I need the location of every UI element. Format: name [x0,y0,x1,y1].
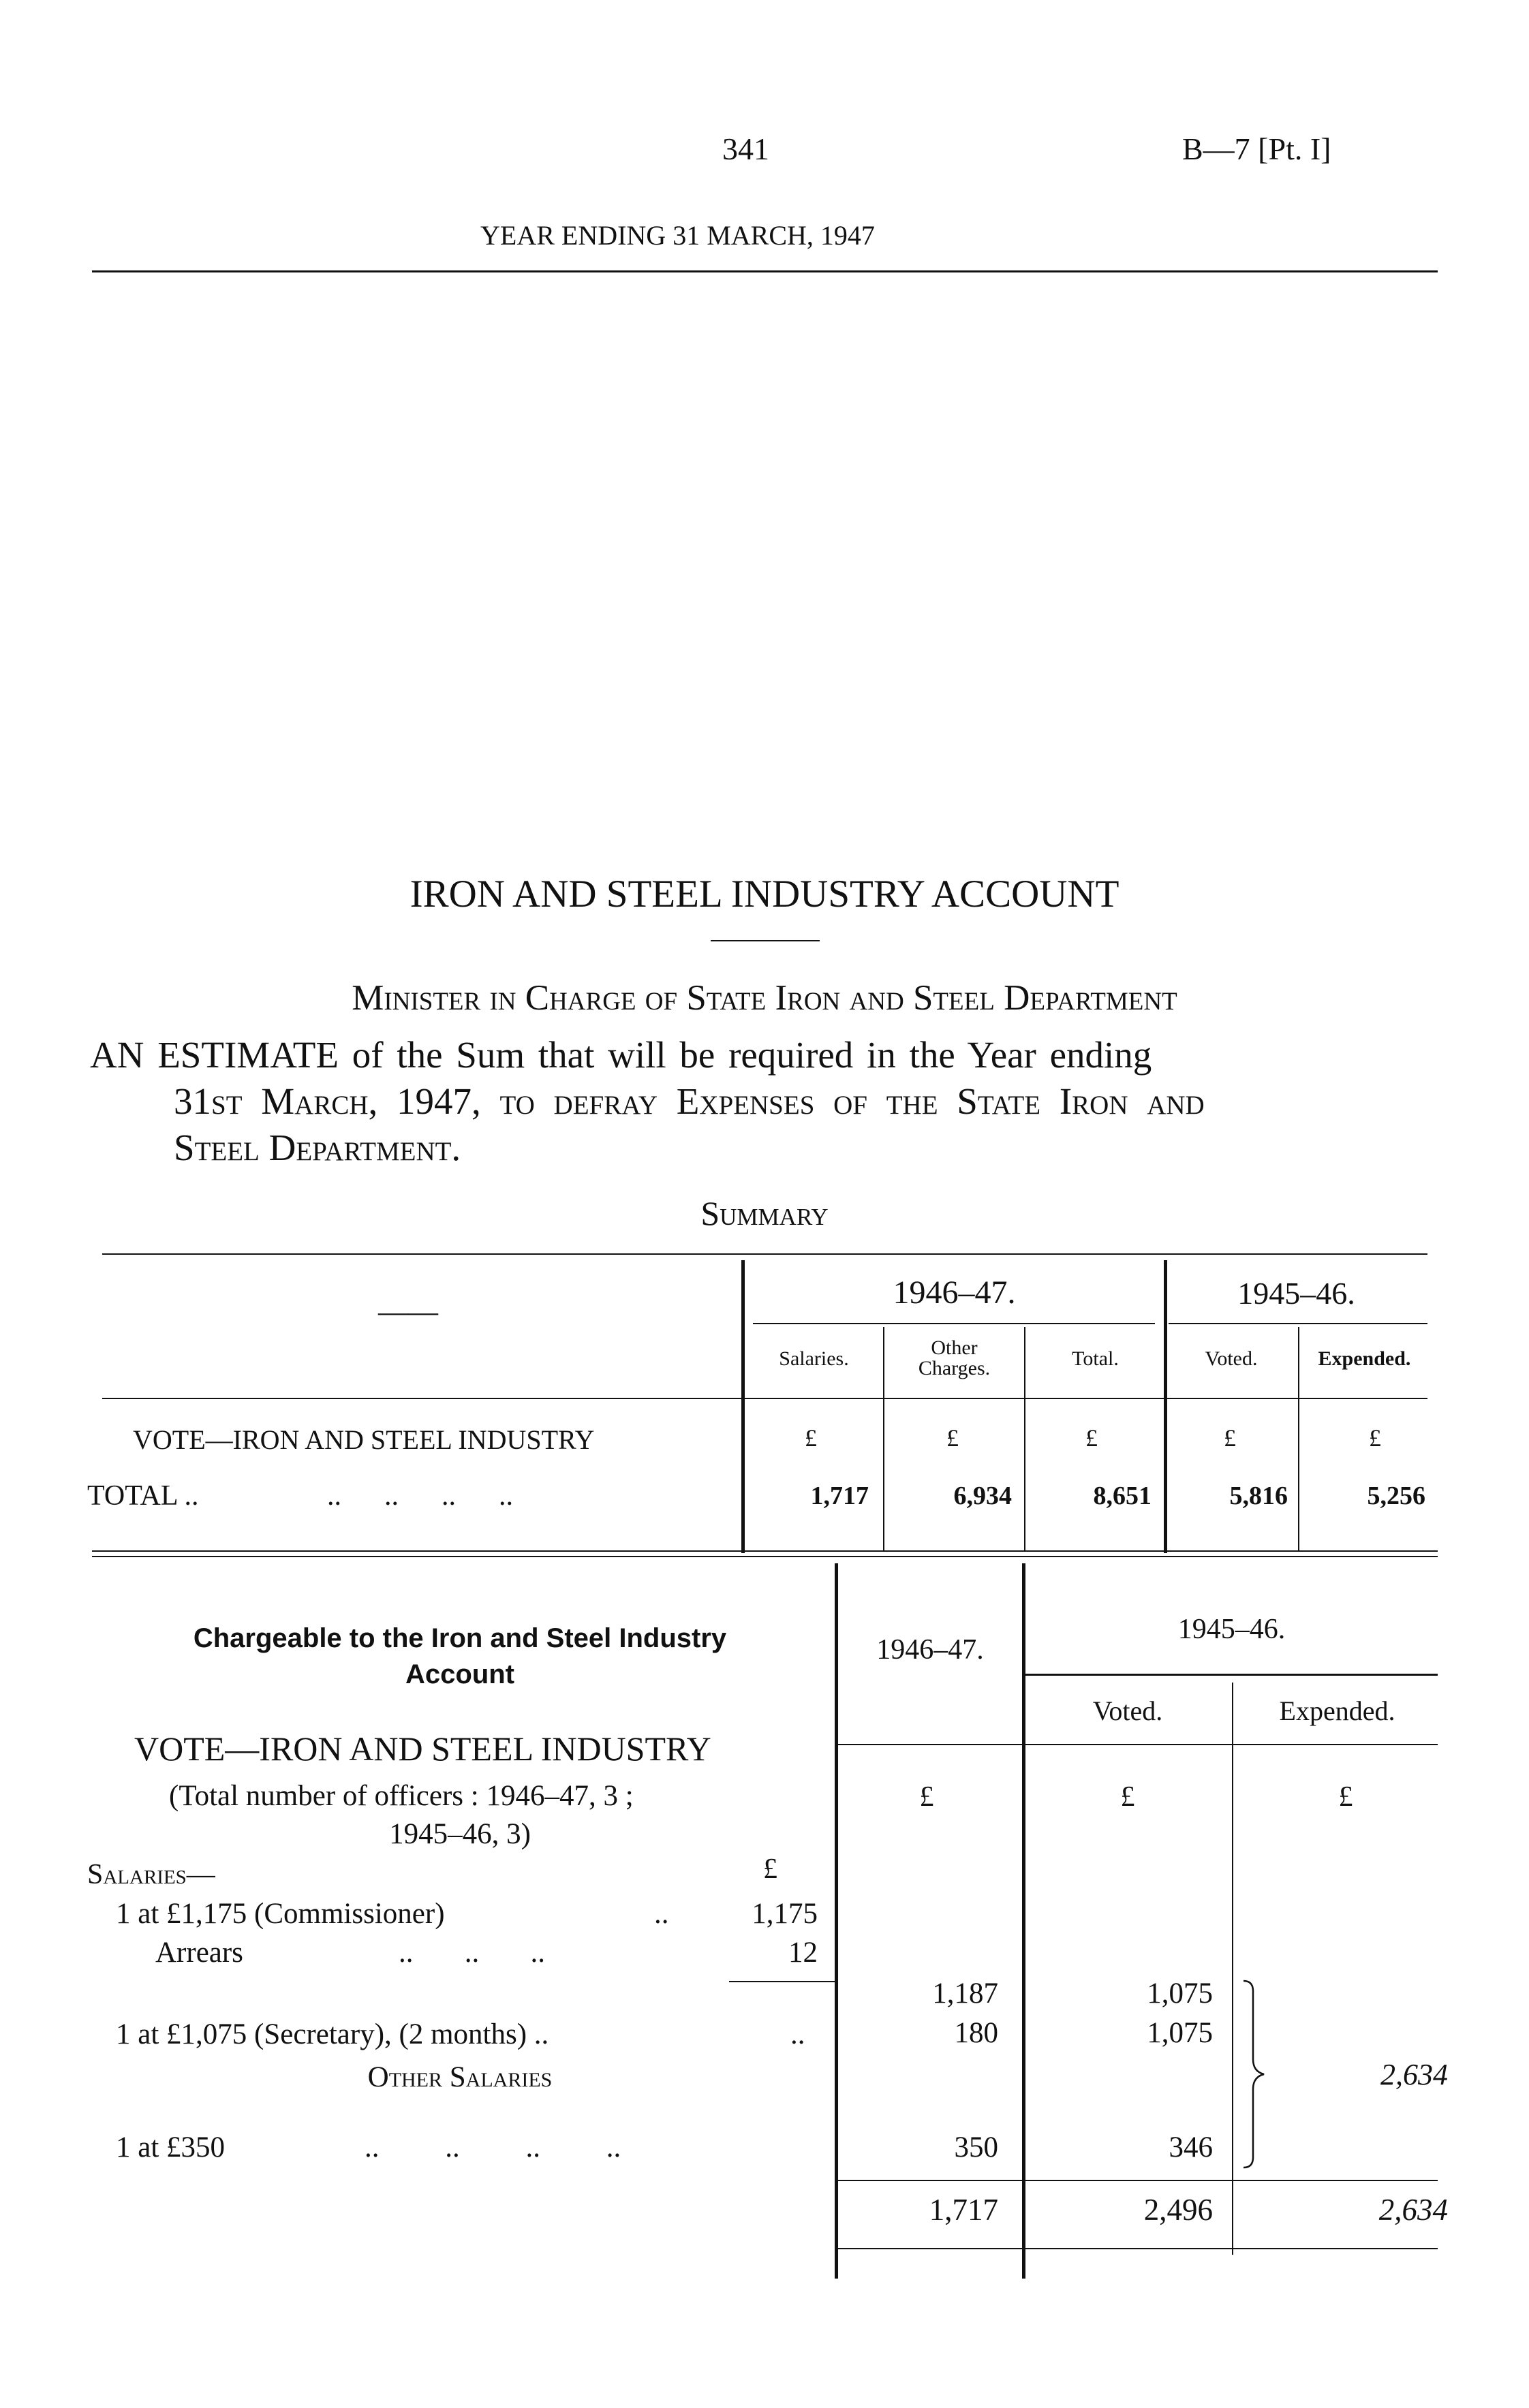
salaries-label: Salaries— [87,1859,215,1890]
other-salary-amount: 350 [954,2131,998,2163]
summary-total-dots: .. .. .. .. [327,1480,513,1512]
chargeable-heading-2: Account [405,1659,514,1689]
detail-year-prior: 1945–46. [1177,1614,1286,1645]
summary-currency-4: £ [1224,1424,1236,1452]
detail-vrule-2 [1022,1563,1025,2279]
arrears-label: Arrears [155,1937,243,1969]
summary-bottom-rule-2 [92,1556,1438,1557]
col-salaries-head: Salaries. [779,1347,849,1370]
arrears-dots: .. .. .. [399,1937,545,1969]
summary-bottom-rule-1 [92,1550,1438,1552]
commissioner-label: 1 at £1,175 (Commissioner) [116,1898,445,1930]
summary-year-rule-prior [1169,1323,1427,1324]
detail-vrule-3 [1232,1683,1233,2255]
page-number: 341 [722,131,769,166]
part-reference: B—7 [Pt. I] [1182,131,1331,166]
other-salary-dots: .. .. .. .. [365,2131,621,2163]
estimate-line-1: AN ESTIMATE of the Sum that will be required in the Year ending [90,1034,1152,1076]
detail-currency-voted: £ [1120,1781,1135,1813]
commissioner-amount: 1,175 [752,1898,818,1930]
commissioner-total: 1,187 [932,1977,998,2010]
grand-total-expended: 2,634 [1378,2193,1448,2227]
col-voted-head: Voted. [1205,1347,1258,1370]
grand-total-current: 1,717 [929,2193,998,2227]
summary-vrule-4 [1164,1260,1167,1553]
summary-total-expended: 5,256 [1367,1482,1425,1510]
commissioner-voted: 1,075 [1147,1977,1213,2010]
col-total-head: Total. [1072,1347,1119,1370]
grand-total-voted: 2,496 [1143,2193,1213,2227]
other-salaries-label: Other Salaries [367,2061,553,2093]
detail-currency-expended: £ [1338,1781,1353,1813]
summary-vrule-5 [1298,1327,1299,1552]
secretary-voted: 1,075 [1147,2017,1213,2049]
estimate-line-3: Steel Department. [174,1127,461,1168]
detail-vrule-1 [835,1563,838,2279]
summary-total-voted: 5,816 [1229,1482,1288,1510]
header-rule [92,270,1438,272]
secretary-label: 1 at £1,075 (Secretary), (2 months) .. [116,2018,549,2050]
summary-year-current: 1946–47. [893,1275,1016,1311]
detail-col-voted: Voted. [1092,1695,1163,1726]
detail-year-current: 1946–47. [876,1634,984,1666]
bracket-expended: 2,634 [1380,2058,1448,2091]
summary-total-other: 6,934 [953,1482,1012,1510]
summary-vote-label: VOTE—IRON AND STEEL INDUSTRY [133,1424,595,1455]
summary-head-rule [102,1398,1427,1399]
col-other-head-2: Charges. [918,1357,991,1379]
officers-line-1: (Total number of officers : 1946–47, 3 ; [169,1780,634,1812]
arrears-amount: 12 [788,1937,818,1969]
title-underline [711,940,820,941]
account-title: IRON AND STEEL INDUSTRY ACCOUNT [410,873,1119,916]
summary-total-salaries: 1,717 [810,1482,869,1510]
estimate-line-2: 31st March, 1947, to defray Expenses of the State Iron and [174,1080,1205,1122]
minister-line: Minister in Charge of State Iron and Steel Department [352,978,1177,1018]
secretary-dots: .. [790,2018,805,2050]
commissioner-dots: .. [654,1898,669,1930]
summary-year-rule [753,1323,1155,1324]
detail-head-rule [838,1744,1438,1745]
officers-line-2: 1945–46, 3) [389,1818,531,1850]
summary-year-prior: 1945–46. [1237,1276,1355,1311]
summary-heading: Summary [700,1194,829,1232]
grand-total-bottom-rule [838,2248,1438,2249]
summary-currency-2: £ [946,1424,959,1452]
col-expended-head: Expended. [1318,1347,1411,1370]
summary-currency-1: £ [805,1424,817,1452]
summary-blank-head: —— [378,1295,438,1328]
summary-top-rule [102,1253,1427,1255]
secretary-amount: 180 [954,2017,998,2049]
detail-col-expended: Expended. [1279,1695,1395,1726]
running-title: YEAR ENDING 31 MARCH, 1947 [480,220,875,251]
summary-vrule-2 [883,1327,884,1552]
grand-total-top-rule [838,2180,1438,2181]
summary-currency-5: £ [1369,1424,1381,1452]
bracket-brace [1237,1979,1278,2170]
summary-total-total: 8,651 [1093,1482,1152,1510]
detail-year-rule [1025,1674,1438,1676]
other-salary-label: 1 at £350 [116,2131,226,2163]
summary-total-label: TOTAL .. [87,1480,199,1512]
inner-currency: £ [763,1854,777,1885]
other-salary-voted: 346 [1169,2131,1213,2163]
detail-vote-label: VOTE—IRON AND STEEL INDUSTRY [134,1730,711,1768]
detail-currency-current: £ [919,1781,934,1813]
subtotal-rule [729,1981,837,1982]
summary-currency-3: £ [1085,1424,1098,1452]
col-other-head-1: Other [931,1336,978,1359]
chargeable-heading-1: Chargeable to the Iron and Steel Industry [193,1623,727,1653]
summary-vrule-1 [741,1260,745,1553]
summary-vrule-3 [1024,1327,1025,1552]
